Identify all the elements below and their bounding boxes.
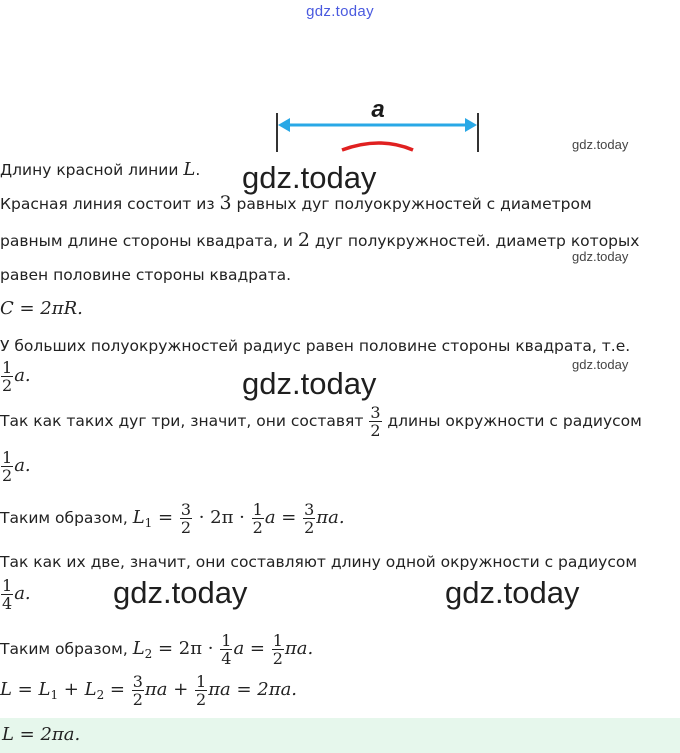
fraction: $\frac{3}{2}$ [180, 500, 191, 537]
watermark: gdz.today [445, 575, 580, 610]
watermark: gdz.today [242, 160, 377, 195]
text-line: Красная линия состоит из 3 равных дуг полуокружностей с диаметром [0, 192, 592, 214]
fraction: $\frac{1}{4}$ [221, 631, 232, 668]
answer-formula: L = 2πa. [2, 724, 81, 745]
answer-box [0, 718, 680, 753]
text-line: Так как их две, значит, они составляют длину одной окружности с радиусом [0, 553, 638, 571]
fraction: $\frac{3}{2}$ [370, 403, 381, 440]
formula: $\frac{1}{2}$ a. [2, 358, 31, 395]
watermark: gdz.today [572, 357, 629, 372]
formula: $L = L_1 + L_2$ = $\frac{3}{2}$ πa + $\frac{1}{2}$ πa = 2πa. [0, 672, 298, 709]
fraction: $\frac{3}{2}$ [132, 672, 143, 709]
red-arc [342, 143, 413, 150]
text-line: Так как таких дуг три, значит, они составят $\frac{3}{2}$ длины окружности с радиусом [0, 403, 642, 440]
dimension-label: a [371, 96, 385, 123]
watermark: gdz.today [242, 366, 377, 401]
watermark: gdz.today [572, 137, 629, 152]
arrow-right-icon [465, 118, 477, 132]
formula: C = 2πR. [0, 298, 83, 319]
fraction: $\frac{1}{2}$ [2, 448, 13, 485]
text-line: равен половине стороны квадрата. [0, 266, 292, 284]
formula: $\frac{1}{2}$ a. [2, 448, 31, 485]
fraction: $\frac{3}{2}$ [304, 500, 315, 537]
formula: Таким образом, $L_2 = 2\pi$ · $\frac{1}{4}$ a = $\frac{1}{2}$ πa. [0, 631, 314, 668]
fraction: $\frac{1}{4}$ [2, 576, 13, 613]
text-line: Длину красной линии L. [0, 159, 201, 180]
fraction: $\frac{1}{2}$ [2, 358, 13, 395]
watermark: gdz.today [113, 575, 248, 610]
formula: Таким образом, $L_1$ = $\frac{3}{2}$ · 2π · $\frac{1}{2}$ a = $\frac{3}{2}$ πa. [0, 500, 345, 537]
side-length-figure [270, 92, 490, 152]
watermark: gdz.today [572, 249, 629, 264]
formula: $\frac{1}{4}$ a. [2, 576, 31, 613]
fraction: $\frac{1}{2}$ [196, 672, 207, 709]
text-line: равным длине стороны квадрата, и 2 дуг полукружностей. диаметр которых [0, 229, 640, 251]
text-line: У больших полуокружностей радиус равен половине стороны квадрата, т.е. [0, 337, 631, 355]
site-logo[interactable]: gdz.today [306, 3, 374, 20]
fraction: $\frac{1}{2}$ [252, 500, 263, 537]
fraction: $\frac{1}{2}$ [272, 631, 283, 668]
arrow-left-icon [278, 118, 290, 132]
